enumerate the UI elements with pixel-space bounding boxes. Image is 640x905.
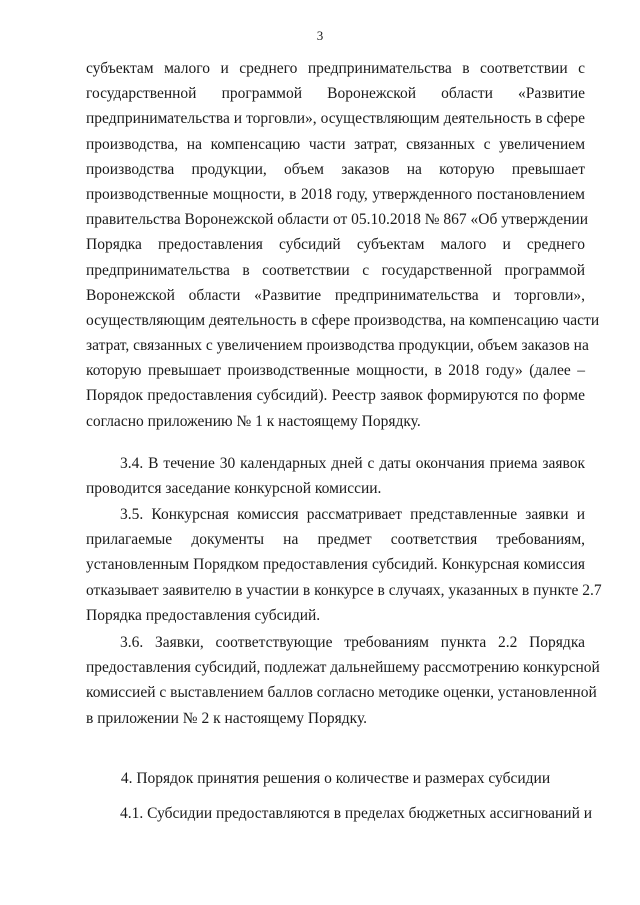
text-line: 3.4. В течение 30 календарных дней с даты окончания приема заявок xyxy=(120,455,585,472)
page-number: 3 xyxy=(316,28,324,43)
text-line: Воронежской области «Развитие предпринимательства и торговли», xyxy=(86,286,585,304)
text-line: правительства Воронежской области от 05.10.2018 № 867 «Об утверждении xyxy=(86,211,588,229)
text-line: субъектам малого и среднего предпринимательства в соответствии с xyxy=(86,60,585,77)
text-line: которую превышает производственные мощности, в 2018 году» (далее – xyxy=(86,362,585,380)
text-line: Порядка предоставления субсидий. xyxy=(86,606,321,624)
text-line: проводится заседание конкурсной комиссии. xyxy=(86,480,382,498)
paragraph-3-6 xyxy=(86,630,600,731)
text-line: государственной программой Воронежской области «Развитие xyxy=(86,85,585,103)
text-line: предпринимательства в соответствии с государственной программой xyxy=(86,261,585,279)
text-line: 4.1. Субсидии предоставляются в пределах бюджетных ассигнований и xyxy=(120,805,593,822)
text-line: 3.5. Конкурсная комиссия рассматривает представленные заявки и xyxy=(120,506,585,523)
text-line: предоставления субсидий, подлежат дальнейшему рассмотрению конкурсной xyxy=(86,659,600,677)
text-line: затрат, связанных с увеличением производства продукции, объем заказов на xyxy=(86,337,589,355)
paragraph-3-5 xyxy=(86,502,602,628)
text-line: согласно приложению № 1 к настоящему Порядку. xyxy=(86,412,421,430)
text-line: отказывает заявителю в участии в конкурсе в случаях, указанных в пункте 2.7 xyxy=(86,581,602,599)
text-line: в приложении № 2 к настоящему Порядку. xyxy=(86,709,368,727)
text-line: 3.6. Заявки, соответствующие требованиям пункта 2.2 Порядка xyxy=(120,634,585,651)
text-line: производства продукции, объем заказов на которую превышает xyxy=(86,160,585,178)
text-line: Порядка предоставления субсидий субъектам малого и среднего xyxy=(86,236,585,254)
text-line: производства, на компенсацию части затрат, связанных с увеличением xyxy=(86,135,585,153)
text-line: предпринимательства и торговли», осуществляющим деятельность в сфере xyxy=(86,110,585,128)
paragraph-4-1 xyxy=(86,801,593,826)
text-line: производственные мощности, в 2018 году, утвержденного постановлением xyxy=(86,185,585,203)
text-line: прилагаемые документы на предмет соответствия требованиям, xyxy=(86,531,585,549)
text-line: Порядок предоставления субсидий). Реестр заявок формируются по форме xyxy=(86,387,585,405)
paragraph-continuation xyxy=(86,56,600,434)
text-line: комиссией с выставлением баллов согласно методике оценки, установленной xyxy=(86,684,597,702)
text-line: осуществляющим деятельность в сфере производства, на компенсацию части xyxy=(86,311,600,329)
section-heading: 4. Порядок принятия решения о количестве и размерах субсидии xyxy=(120,770,551,787)
text-line: установленным Порядком предоставления субсидий. Конкурсная комиссия xyxy=(86,556,585,574)
paragraph-3-4 xyxy=(86,451,585,501)
